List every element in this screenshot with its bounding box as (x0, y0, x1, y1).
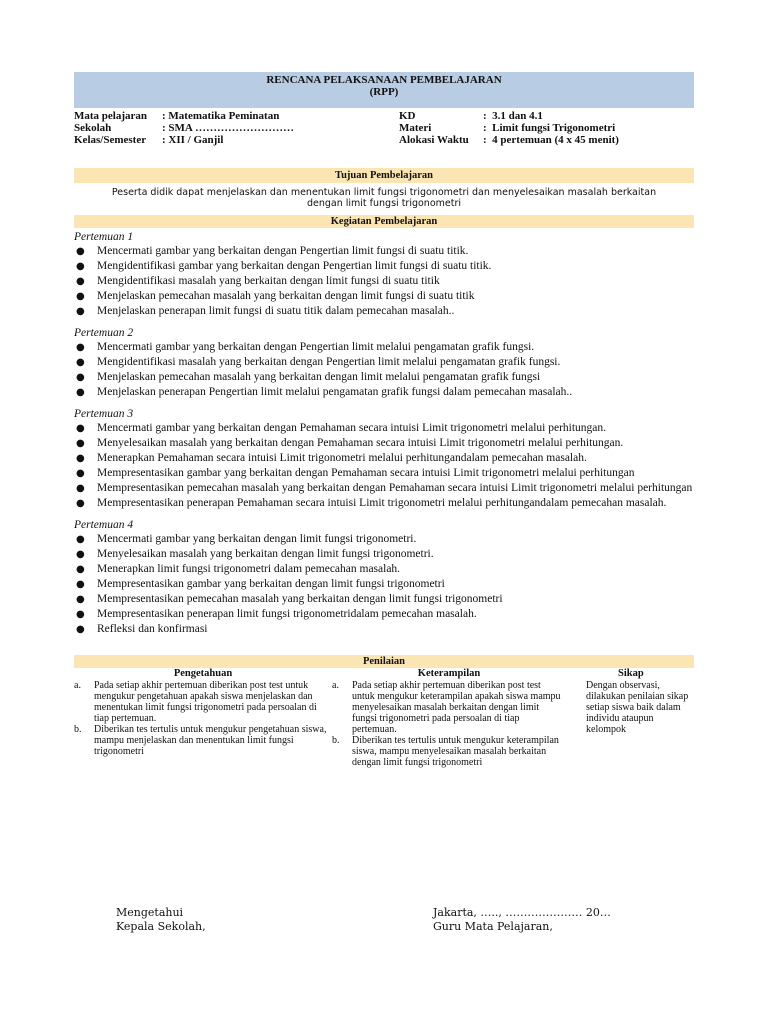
activity-list (74, 244, 694, 319)
list-marker: b. (74, 724, 82, 735)
list-item: ● Mengidentifikasi masalah yang berkaitan dengan Pengertian limit melalui pengamatan grafik fungsi. (74, 355, 694, 370)
meta-value-kelas-semester: : XII / Ganjil (162, 134, 224, 146)
list-item: ● Mengidentifikasi gambar yang berkaitan dengan Pengertian limit fungsi di suatu titik. (74, 259, 694, 274)
list-item (332, 680, 562, 735)
document-title (74, 72, 694, 108)
signature-left-line-2: Kepala Sekolah, (116, 920, 206, 933)
list-item: ● Menjelaskan pemecahan masalah yang berkaitan dengan limit melalui pengamatan grafik fungsi (74, 370, 694, 385)
keterampilan-heading: Keterampilan (417, 668, 481, 679)
activity-list (74, 532, 694, 637)
meta-label-sekolah: Sekolah (74, 122, 112, 134)
list-item: ● Mempresentasikan pemecahan masalah yang berkaitan dengan limit fungsi trigonometri (74, 592, 694, 607)
list-text: Pada setiap akhir pertemuan diberikan post test untuk mengukur pengetahuan apakah siswa menjelaskan dan menentukan limit fungsi trigonometri pada persoalan di tiap pertemuan. (94, 680, 317, 724)
tujuan-heading: Tujuan Pembelajaran (74, 168, 694, 183)
list-item: ● Mencermati gambar yang berkaitan dengan Pengertian limit melalui pengamatan grafik fungsi. (74, 340, 694, 355)
meta-label-materi: Materi (399, 122, 432, 134)
list-item (74, 724, 328, 757)
meeting-2 (74, 327, 694, 400)
tujuan-text: Peserta didik dapat menjelaskan dan menentukan limit fungsi trigonometri dan menyelesaikan masalah berkaitan dengan limit fungsi trigonometri (111, 187, 657, 209)
kegiatan-heading: Kegiatan Pembelajaran (74, 215, 694, 228)
meta-value-alokasi-waktu: : 4 pertemuan (4 x 45 menit) (483, 134, 619, 146)
list-marker: a. (332, 680, 339, 691)
meta-info (74, 108, 694, 150)
signature-guru (433, 906, 611, 934)
signature-kepala-sekolah (116, 906, 206, 934)
activity-list (74, 421, 694, 511)
meta-value-materi: : Limit fungsi Trigonometri (483, 122, 616, 134)
list-text: Diberikan tes tertulis untuk mengukur pengetahuan siswa, mampu menjelaskan dan menentukan limit fungsi trigonometri (94, 724, 327, 757)
pengetahuan-heading: Pengetahuan (173, 668, 233, 679)
list-item: ● Menyelesaikan masalah yang berkaitan dengan limit fungsi trigonometri. (74, 547, 694, 562)
signature-right-line-1: Jakarta, ….., ………………… 20… (433, 906, 611, 919)
list-item (332, 735, 562, 768)
sikap-heading: Sikap (618, 668, 644, 679)
meeting-3 (74, 408, 694, 511)
list-item: ● Menjelaskan penerapan Pengertian limit melalui pengamatan grafik fungsi dalam pemecahan masalah.. (74, 385, 694, 400)
meta-left (74, 110, 399, 146)
meta-label-kelas-semester: Kelas/Semester (74, 134, 147, 146)
list-item (74, 680, 328, 724)
list-item: ● Mempresentasikan penerapan Pemahaman secara intuisi Limit trigonometri melalui perhitungandalam pemecahan masalah. (74, 496, 694, 511)
list-item: ● Mempresentasikan gambar yang berkaitan dengan limit fungsi trigonometri (74, 577, 694, 592)
list-item: ● Mencermati gambar yang berkaitan dengan Pemahaman secara intuisi Limit trigonometri melalui perhitungan. (74, 421, 694, 436)
list-item: ● Mencermati gambar yang berkaitan dengan limit fungsi trigonometri. (74, 532, 694, 547)
signature-right-line-2: Guru Mata Pelajaran, (433, 920, 553, 933)
list-item: ● Menerapkan limit fungsi trigonometri dalam pemecahan masalah. (74, 562, 694, 577)
keterampilan-column (332, 668, 566, 768)
pengetahuan-list (74, 680, 332, 757)
meta-label-kd: KD (399, 110, 416, 122)
meeting-1 (74, 231, 694, 319)
title-line-2: (RPP) (369, 86, 399, 98)
title-line-1: RENCANA PELAKSANAAN PEMBELAJARAN (266, 74, 502, 86)
meeting-label: Pertemuan 1 (74, 231, 134, 243)
sikap-column (566, 668, 694, 768)
list-item: ● Mengidentifikasi masalah yang berkaitan dengan limit fungsi di suatu titik (74, 274, 694, 289)
meta-value-mata-pelajaran: : Matematika Peminatan (162, 110, 280, 122)
rpp-document (74, 72, 694, 768)
penilaian-section (74, 655, 694, 768)
meeting-label: Pertemuan 4 (74, 519, 134, 531)
list-text: Diberikan tes tertulis untuk mengukur keterampilan siswa, mampu menyelesaikan masalah berkaitan dengan limit fungsi trigonometri (352, 735, 559, 768)
keterampilan-list (332, 680, 566, 768)
meta-label-alokasi-waktu: Alokasi Waktu (399, 134, 469, 146)
list-item: ● Menyelesaikan masalah yang berkaitan dengan Pemahaman secara intuisi Limit trigonometri melalui perhitungan. (74, 436, 694, 451)
list-item: ● Menjelaskan penerapan limit fungsi di suatu titik dalam pemecahan masalah.. (74, 304, 694, 319)
signature-left-line-1: Mengetahui (116, 906, 184, 919)
list-item: ● Menjelaskan pemecahan masalah yang berkaitan dengan limit fungsi di suatu titik (74, 289, 694, 304)
list-item: ● Mempresentasikan penerapan limit fungsi trigonometridalam pemecahan masalah. (74, 607, 694, 622)
list-text: Pada setiap akhir pertemuan diberikan post test untuk mengukur keterampilan apakah siswa mampu menyelesaikan masalah berkaitan dengan limit fungsi trigonometri pada persoalan di tiap pertemuan. (352, 680, 561, 735)
meta-value-kd: : 3.1 dan 4.1 (483, 110, 543, 122)
meeting-4 (74, 519, 694, 637)
list-item: ● Mempresentasikan gambar yang berkaitan dengan Pemahaman secara intuisi Limit trigonometri melalui perhitungan (74, 466, 694, 481)
list-item: ● Refleksi dan konfirmasi (74, 622, 694, 637)
activity-list (74, 340, 694, 400)
meeting-label: Pertemuan 2 (74, 327, 134, 339)
list-item: ● Menerapkan Pemahaman secara intuisi Limit trigonometri melalui perhitungandalam pemecahan masalah. (74, 451, 694, 466)
penilaian-columns (74, 668, 694, 768)
sikap-text: Dengan observasi, dilakukan penilaian sikap setiap siswa baik dalam individu ataupun kelompok (586, 680, 689, 735)
meeting-label: Pertemuan 3 (74, 408, 134, 420)
meta-value-sekolah: : SMA ……………………… (162, 122, 294, 134)
pengetahuan-column (74, 668, 332, 768)
penilaian-heading: Penilaian (74, 655, 694, 668)
list-marker: b. (332, 735, 340, 746)
list-item: ● Mencermati gambar yang berkaitan dengan Pengertian limit fungsi di suatu titik. (74, 244, 694, 259)
list-marker: a. (74, 680, 81, 691)
list-item: ● Mempresentasikan pemecahan masalah yang berkaitan dengan Pemahaman secara intuisi Limit trigonometri melalui perhitungan (74, 481, 694, 496)
meta-right (399, 110, 619, 146)
meta-label-mata-pelajaran: Mata pelajaran (74, 110, 148, 122)
